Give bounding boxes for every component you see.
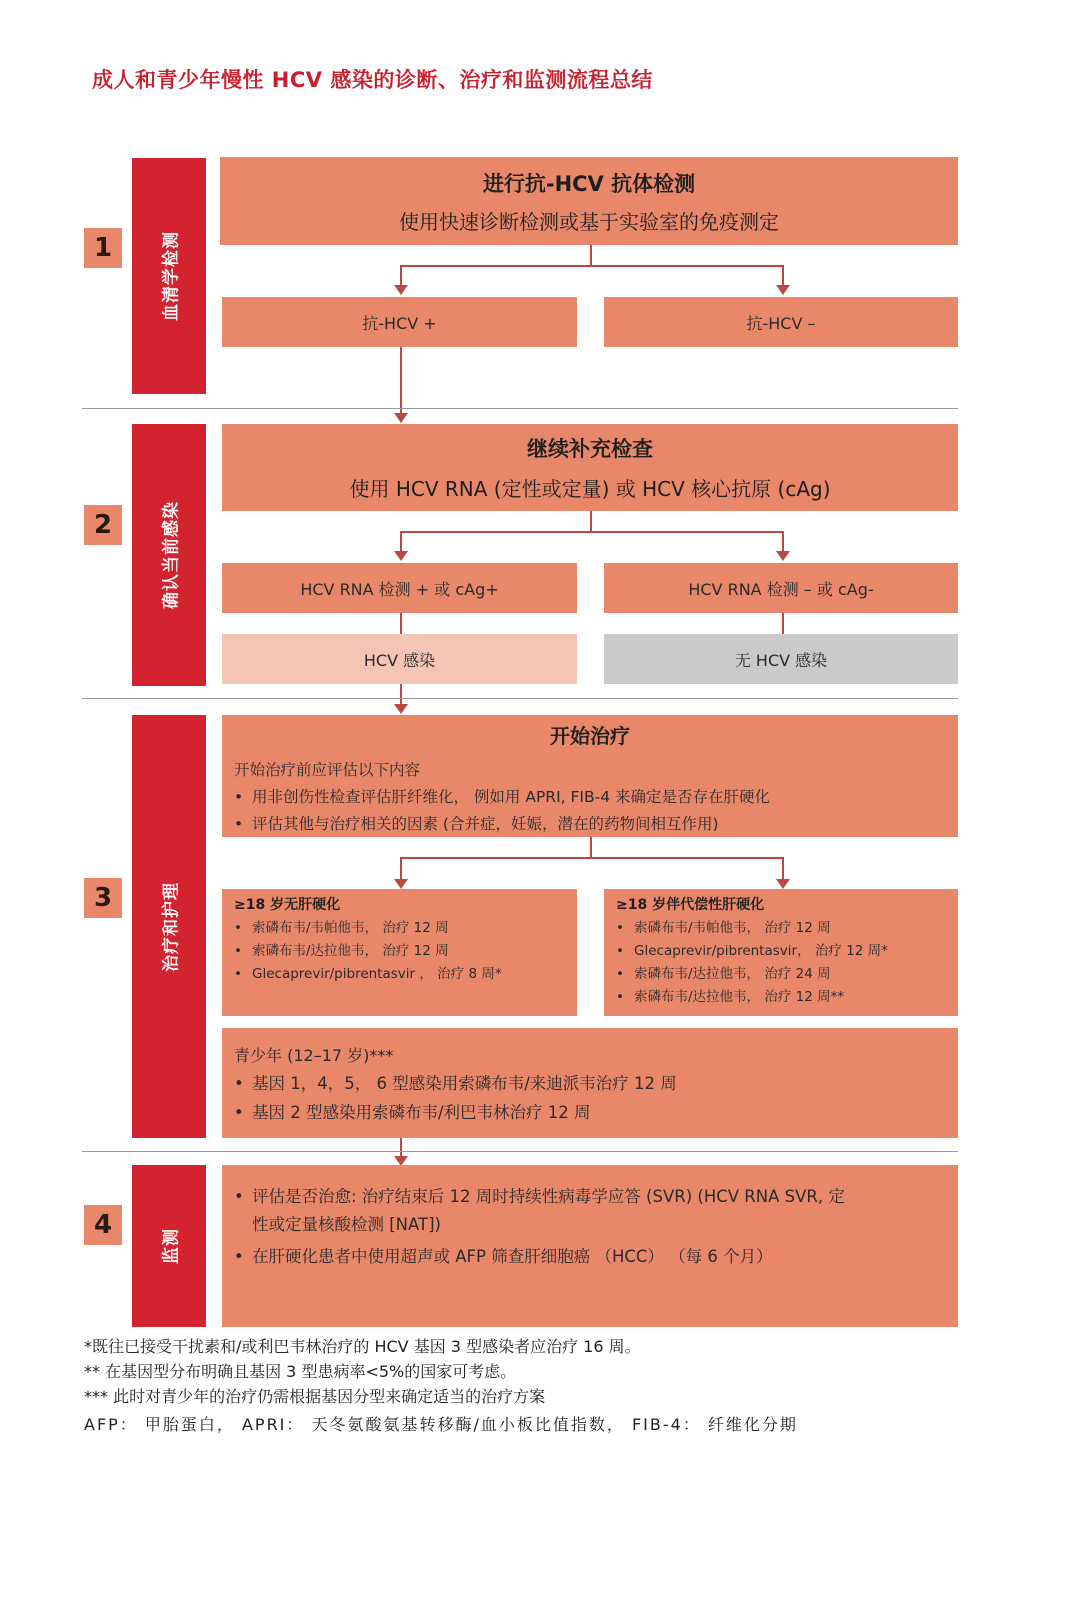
abbreviations: AFP： 甲胎蛋白， APRI： 天冬氨酸氨基转移酶/血小板比值指数， FIB-4： 纤维化分期 xyxy=(84,1415,798,1434)
no-hcv-infection-box: 无 HCV 感染 xyxy=(604,634,958,684)
step-label-3: 治疗和护理 xyxy=(161,881,182,972)
footnote: *既往已接受干扰素和/或利巴韦林治疗的 HCV 基因 3 型感染者应治疗 16 周。 xyxy=(84,1337,641,1356)
antibody-test-subheading: 使用快速诊断检测或基于实验室的免疫测定 xyxy=(399,209,779,234)
step-label-bar-3 xyxy=(132,715,206,1138)
arrow-down-icon xyxy=(776,551,790,561)
monitoring-item: • 在肝硬化患者中使用超声或 AFP 筛查肝细胞癌 （HCC） （每 6 个月） xyxy=(234,1243,848,1271)
arrow-down-icon xyxy=(394,879,408,889)
connector xyxy=(782,265,784,285)
pretreatment-intro: 开始治疗前应评估以下内容 xyxy=(234,761,421,779)
start-treatment-box xyxy=(222,715,958,837)
section-divider xyxy=(82,408,958,409)
no-cirrhosis-heading: ≥18 岁无肝硬化 xyxy=(234,897,341,913)
connector xyxy=(590,245,592,267)
regimen-item: • Glecaprevir/pibrentasvir ， 治疗 8 周* xyxy=(234,963,565,986)
regimen-item: • 索磷布韦/达拉他韦， 治疗 24 周 xyxy=(616,963,946,986)
arrow-down-icon xyxy=(394,704,408,714)
connector xyxy=(590,837,592,859)
connector xyxy=(782,857,784,879)
arrow-down-icon xyxy=(394,551,408,561)
rna-negative-box: HCV RNA 检测 – 或 cAg- xyxy=(604,563,958,613)
antibody-test-box xyxy=(220,157,958,245)
supplementary-test-heading: 继续补充检查 xyxy=(527,437,653,461)
arrow-down-icon xyxy=(394,413,408,423)
adolescent-heading: 青少年 (12–17 岁)*** xyxy=(234,1046,394,1065)
connector xyxy=(400,347,402,413)
antibody-test-heading: 进行抗-HCV 抗体检测 xyxy=(482,171,696,196)
connector xyxy=(782,531,784,551)
rna-positive-box: HCV RNA 检测 + 或 cAg+ xyxy=(222,563,577,613)
footnote: *** 此时对青少年的治疗仍需根据基因分型来确定适当的治疗方案 xyxy=(84,1387,546,1406)
step-label-2: 确认当前感染 xyxy=(161,501,182,609)
step-number-2: 2 xyxy=(84,505,122,545)
assessment-item: • 用非创伤性检查评估肝纤维化， 例如用 APRI, FIB-4 来确定是否存在肝硬化 xyxy=(234,784,946,811)
anti-hcv-positive-box: 抗-HCV + xyxy=(222,297,577,347)
arrow-down-icon xyxy=(394,285,408,295)
regimen-item: • 索磷布韦/达拉他韦， 治疗 12 周** xyxy=(616,986,946,1009)
start-treatment-heading: 开始治疗 xyxy=(550,724,630,748)
regimen-item: • 索磷布韦/韦帕他韦， 治疗 12 周 xyxy=(616,917,946,940)
regimen-item: • 基因 1，4，5， 6 型感染用索磷布韦/来迪派韦治疗 12 周 xyxy=(234,1069,946,1098)
connector xyxy=(400,857,784,859)
supplementary-test-box xyxy=(222,424,958,511)
step-label-bar-4 xyxy=(132,1165,206,1327)
section-divider xyxy=(82,698,958,699)
hcv-infected-box: HCV 感染 xyxy=(222,634,577,684)
connector xyxy=(400,857,402,879)
regimen-item: • 索磷布韦/达拉他韦， 治疗 12 周 xyxy=(234,940,565,963)
footnote: ** 在基因型分布明确且基因 3 型患病率<5%的国家可考虑。 xyxy=(84,1362,517,1381)
connector xyxy=(400,265,784,267)
step-label-bar-2 xyxy=(132,424,206,686)
connector xyxy=(400,684,402,704)
monitoring-box xyxy=(222,1165,958,1327)
connector xyxy=(400,1138,402,1156)
section-divider xyxy=(82,1151,958,1152)
compensated-cirrhosis-heading: ≥18 岁伴代偿性肝硬化 xyxy=(616,897,765,913)
connector xyxy=(400,265,402,285)
regimen-item: • Glecaprevir/pibrentasvir， 治疗 12 周* xyxy=(616,940,946,963)
step-number-4: 4 xyxy=(84,1205,122,1245)
connector xyxy=(590,511,592,533)
arrow-down-icon xyxy=(776,285,790,295)
connector xyxy=(782,613,784,634)
anti-hcv-negative-box: 抗-HCV – xyxy=(604,297,958,347)
monitoring-item: • 评估是否治愈: 治疗结束后 12 周时持续性病毒学应答 (SVR) (HCV RNA SVR, 定性或定量核酸检测 [NAT]) xyxy=(234,1183,848,1239)
no-cirrhosis-box xyxy=(222,889,577,1016)
connector xyxy=(400,531,784,533)
page-title: 成人和青少年慢性 HCV 感染的诊断、治疗和监测流程总结 xyxy=(92,68,653,92)
step-label-1: 血清学检测 xyxy=(161,231,182,321)
connector xyxy=(400,613,402,634)
arrow-down-icon xyxy=(776,879,790,889)
step-number-1: 1 xyxy=(84,228,122,268)
regimen-item: • 基因 2 型感染用索磷布韦/利巴韦林治疗 12 周 xyxy=(234,1098,946,1127)
step-number-3: 3 xyxy=(84,878,122,918)
connector xyxy=(400,531,402,551)
step-label-bar-1 xyxy=(132,158,206,394)
regimen-item: • 索磷布韦/韦帕他韦， 治疗 12 周 xyxy=(234,917,565,940)
compensated-cirrhosis-box xyxy=(604,889,958,1016)
assessment-item: • 评估其他与治疗相关的因素 (合并症，妊娠，潜在的药物间相互作用) xyxy=(234,811,946,838)
adolescent-box xyxy=(222,1028,958,1138)
supplementary-test-subheading: 使用 HCV RNA (定性或定量) 或 HCV 核心抗原 (cAg) xyxy=(349,477,831,501)
step-label-4: 监测 xyxy=(161,1228,182,1264)
footnotes xyxy=(84,1334,984,1437)
